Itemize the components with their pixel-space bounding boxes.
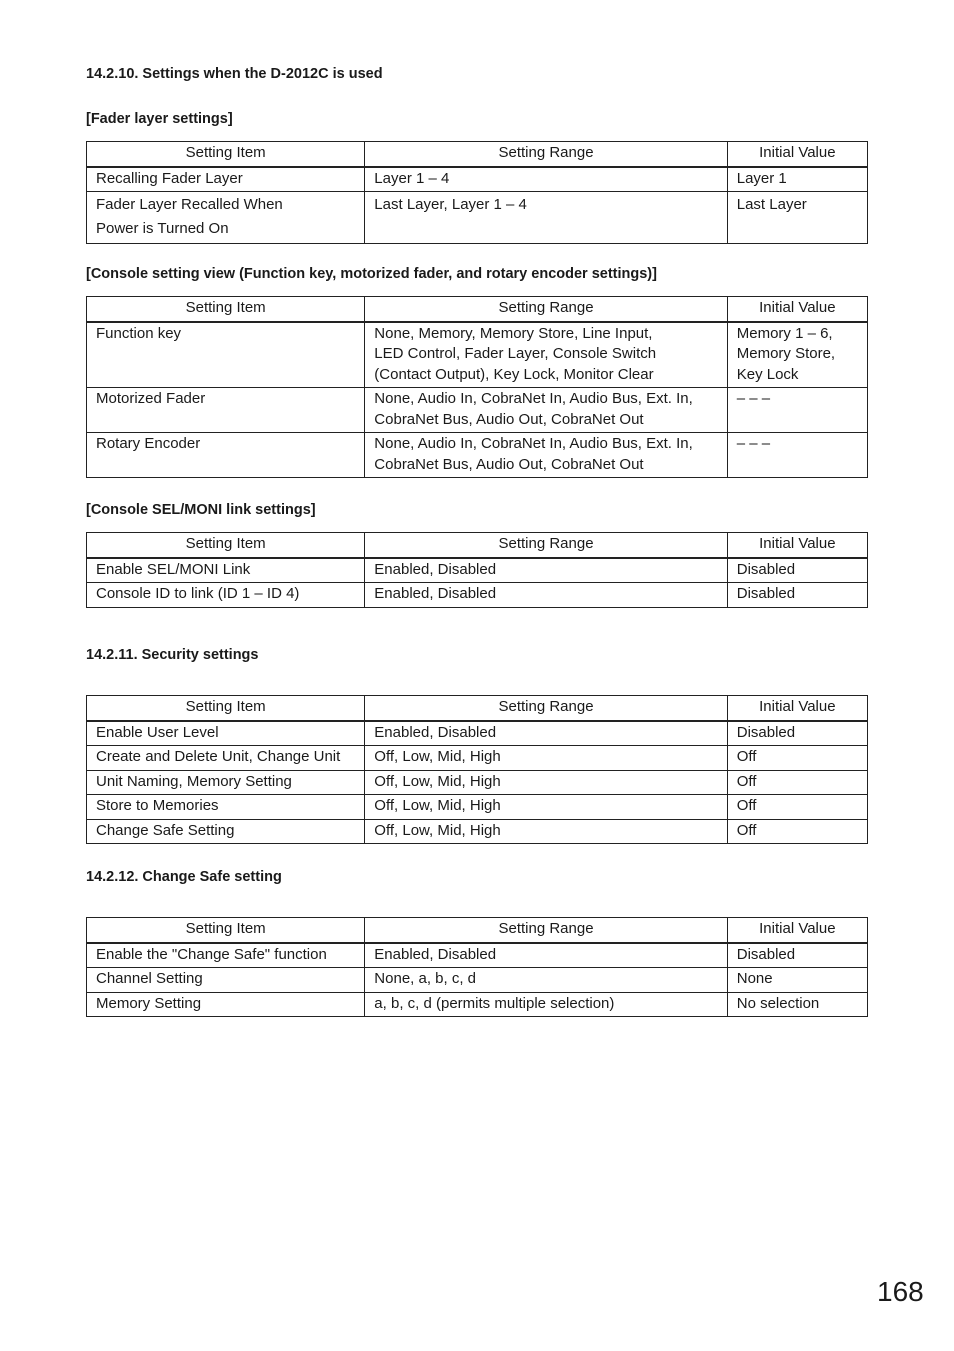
cell-line: None, Memory, Memory Store, Line Input, <box>374 324 653 342</box>
table-row <box>87 388 868 433</box>
cell-initial: Off <box>727 746 867 771</box>
cell-range: Layer 1 – 4 <box>365 167 727 192</box>
table-row <box>87 943 868 968</box>
cell-range <box>365 322 727 388</box>
table-row <box>87 322 868 388</box>
cell-item: Console ID to link (ID 1 – ID 4) <box>87 583 365 608</box>
cell-item <box>87 192 365 244</box>
table-row <box>87 819 868 844</box>
table-sel-moni-link <box>86 532 868 608</box>
table-header-row <box>87 918 868 943</box>
cell-line: Memory 1 – 6, <box>736 324 833 342</box>
cell-initial: Last Layer <box>727 192 867 244</box>
cell-line: Memory Store, <box>736 345 836 362</box>
table-row <box>87 583 868 608</box>
subheading-fader-layer: [Fader layer settings] <box>86 111 233 127</box>
column-header-range: Setting Range <box>365 918 727 943</box>
table-change-safe <box>86 917 868 1017</box>
table-row <box>87 167 868 192</box>
column-header-initial: Initial Value <box>727 297 867 322</box>
cell-line: Power is Turned On <box>96 220 229 237</box>
column-header-item: Setting Item <box>87 918 365 943</box>
cell-initial <box>727 322 867 388</box>
table-row <box>87 795 868 820</box>
column-header-initial: Initial Value <box>727 533 867 558</box>
cell-line: None, Audio In, CobraNet In, Audio Bus, Ext. In, <box>374 435 693 452</box>
cell-initial: Disabled <box>727 943 867 968</box>
table-row <box>87 192 868 244</box>
cell-range: a, b, c, d (permits multiple selection) <box>365 992 727 1017</box>
cell-item: Unit Naming, Memory Setting <box>87 770 365 795</box>
cell-item: Motorized Fader <box>87 388 365 433</box>
table-header-row <box>87 142 868 167</box>
cell-initial: Off <box>727 795 867 820</box>
table-row <box>87 968 868 993</box>
cell-initial: Disabled <box>727 558 867 583</box>
table-security-settings <box>86 695 868 844</box>
cell-range: None, a, b, c, d <box>365 968 727 993</box>
table-header-row <box>87 297 868 322</box>
table-row <box>87 992 868 1017</box>
cell-item: Store to Memories <box>87 795 365 820</box>
cell-range: Off, Low, Mid, High <box>365 795 727 820</box>
cell-range: Last Layer, Layer 1 – 4 <box>365 192 727 244</box>
table-console-setting-view <box>86 296 868 478</box>
cell-initial: None <box>727 968 867 993</box>
cell-item: Enable the "Change Safe" function <box>87 943 365 968</box>
table-row <box>87 558 868 583</box>
column-header-range: Setting Range <box>365 142 727 167</box>
cell-initial: – – – <box>727 433 867 478</box>
subheading-console-setting-view: [Console setting view (Function key, motorized fader, and rotary encoder settings)] <box>86 266 657 282</box>
column-header-range: Setting Range <box>365 533 727 558</box>
cell-line: None, Audio In, CobraNet In, Audio Bus, Ext. In, <box>374 390 693 407</box>
column-header-item: Setting Item <box>87 533 365 558</box>
cell-line: CobraNet Bus, Audio Out, CobraNet Out <box>374 410 644 428</box>
cell-line: Key Lock <box>736 365 799 383</box>
cell-item: Rotary Encoder <box>87 433 365 478</box>
cell-range: Enabled, Disabled <box>365 583 727 608</box>
cell-initial: Off <box>727 819 867 844</box>
cell-line: Fader Layer Recalled When <box>96 196 283 213</box>
table-fader-layer <box>86 141 868 244</box>
column-header-item: Setting Item <box>87 297 365 322</box>
subheading-sel-moni-link: [Console SEL/MONI link settings] <box>86 502 316 518</box>
cell-item: Recalling Fader Layer <box>87 167 365 192</box>
cell-line: (Contact Output), Key Lock, Monitor Clear <box>374 365 654 383</box>
column-header-item: Setting Item <box>87 696 365 721</box>
column-header-item: Setting Item <box>87 142 365 167</box>
cell-initial: – – – <box>727 388 867 433</box>
cell-initial: Layer 1 <box>727 167 867 192</box>
column-header-range: Setting Range <box>365 696 727 721</box>
table-row <box>87 746 868 771</box>
cell-line: LED Control, Fader Layer, Console Switch <box>374 345 657 362</box>
cell-initial: No selection <box>727 992 867 1017</box>
column-header-range: Setting Range <box>365 297 727 322</box>
cell-range: Enabled, Disabled <box>365 943 727 968</box>
section-heading-14-2-10: 14.2.10. Settings when the D-2012C is used <box>86 66 383 82</box>
table-row <box>87 721 868 746</box>
cell-item: Enable User Level <box>87 721 365 746</box>
cell-item: Memory Setting <box>87 992 365 1017</box>
cell-range: Enabled, Disabled <box>365 721 727 746</box>
section-heading-14-2-12: 14.2.12. Change Safe setting <box>86 869 282 885</box>
cell-initial: Off <box>727 770 867 795</box>
cell-line: CobraNet Bus, Audio Out, CobraNet Out <box>374 455 644 473</box>
cell-initial: Disabled <box>727 583 867 608</box>
table-row <box>87 433 868 478</box>
column-header-initial: Initial Value <box>727 696 867 721</box>
cell-range: Off, Low, Mid, High <box>365 819 727 844</box>
column-header-initial: Initial Value <box>727 918 867 943</box>
cell-range <box>365 433 727 478</box>
cell-item: Function key <box>87 322 365 388</box>
table-header-row <box>87 533 868 558</box>
cell-item: Channel Setting <box>87 968 365 993</box>
cell-item: Change Safe Setting <box>87 819 365 844</box>
cell-range: Enabled, Disabled <box>365 558 727 583</box>
cell-range <box>365 388 727 433</box>
section-heading-14-2-11: 14.2.11. Security settings <box>86 647 259 663</box>
cell-initial: Disabled <box>727 721 867 746</box>
cell-item: Create and Delete Unit, Change Unit <box>87 746 365 771</box>
cell-item: Enable SEL/MONI Link <box>87 558 365 583</box>
cell-range: Off, Low, Mid, High <box>365 770 727 795</box>
column-header-initial: Initial Value <box>727 142 867 167</box>
table-row <box>87 770 868 795</box>
table-header-row <box>87 696 868 721</box>
cell-range: Off, Low, Mid, High <box>365 746 727 771</box>
page-number: 168 <box>877 1276 924 1307</box>
